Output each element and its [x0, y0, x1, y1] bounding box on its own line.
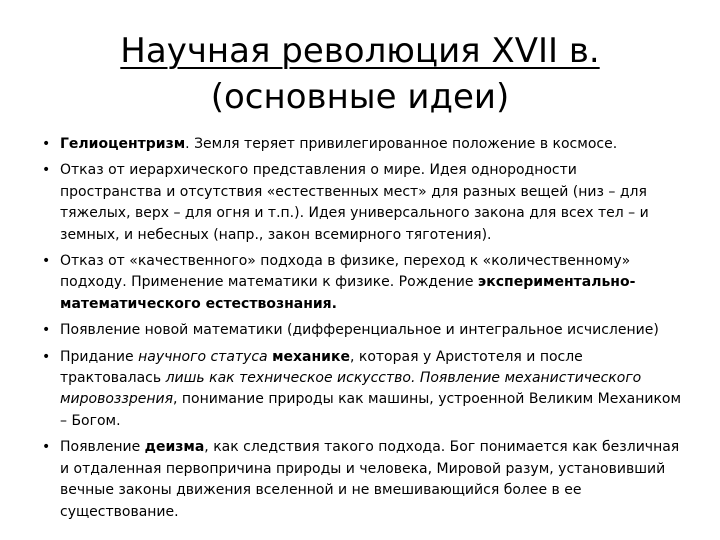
bullet-6-span-1: Появление	[60, 439, 145, 456]
bullet-5-span-5: , которая у Аристотеля и после трактовалась	[60, 348, 583, 387]
bullet-5-span-4: механике	[272, 348, 350, 365]
bullet-1-span-2: . Земля теряет привилегированное положение в космосе.	[185, 136, 618, 152]
bullet-item-new-mathematics	[38, 320, 682, 341]
bullet-4-span-1: Появление новой математики (дифференциальное и интегральное исчисление)	[60, 322, 659, 339]
bullet-6-span-3: , как следствия такого подхода. Бог понимается как безличная и отдаленная первопричина природы и человека, Мировой разум, установивший вечные законы движения вселенной и не вмешивающийся более в ее существование.	[60, 439, 680, 520]
bullet-item-hierarchy-rejection	[38, 160, 682, 246]
bullet-5-span-8: , понимание природы как машины, устроенной Великим Механиком – Богом.	[60, 391, 682, 429]
bullet-6-span-2: деизма	[144, 439, 205, 456]
bullet-item-quantitative-approach	[38, 251, 682, 315]
bullet-5-span-1: Придание	[60, 348, 139, 365]
bullet-3-span-1: Отказ от «качественного» подхода в физике, переход к «количественному» подходу. Применение математики к физике. Рождение	[60, 253, 631, 291]
slide-title	[0, 28, 720, 120]
bullet-3-span-2: экспериментально-математического естествознания.	[60, 274, 636, 312]
bullet-5-span-7: механистического мировоззрения	[60, 370, 642, 408]
bullet-5-span-2: научного статуса	[138, 348, 268, 365]
bullet-item-heliocentrism	[38, 134, 682, 155]
title-line-2: (основные идеи)	[210, 77, 510, 117]
bullet-item-deism	[38, 437, 682, 523]
bullet-5-span-6: лишь как техническое искусство. Появление	[165, 370, 505, 387]
bullet-1-span-1: Гелиоцентризм	[60, 136, 186, 152]
bullet-2-span-1: Отказ от иерархического представления о мире. Идея однородности пространства и отсутствия «естественных мест» для разных вещей (низ – для тяжелых, верх – для огня и т.п.). Идея универсального закона для всех тел – и земных, и небесных (напр., закон всемирного тяготения).	[60, 162, 649, 243]
bullet-list	[38, 134, 682, 528]
title-line-1: Научная революция XVII в.	[120, 31, 600, 71]
bullet-item-mechanics	[38, 347, 682, 433]
